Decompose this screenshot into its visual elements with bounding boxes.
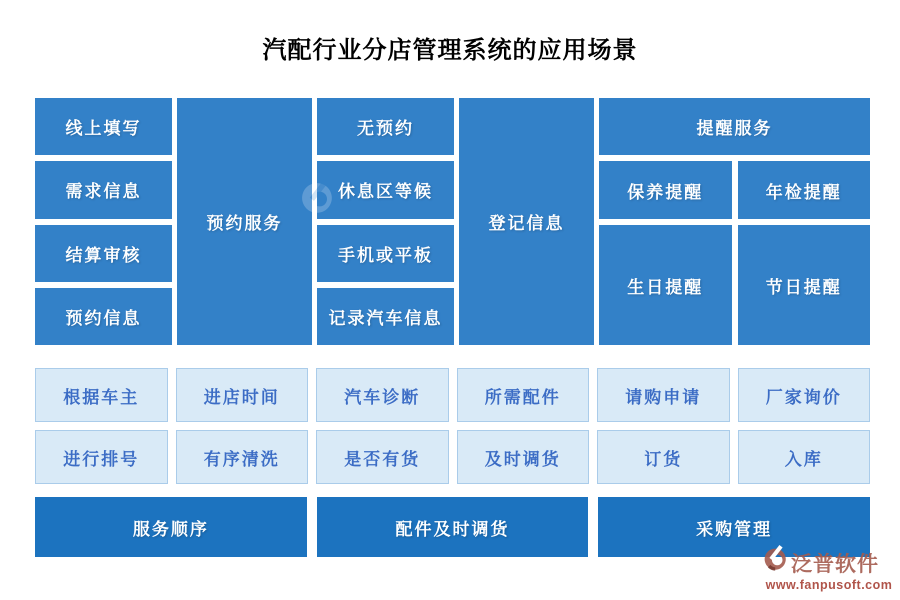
process-box: 根据车主 bbox=[35, 368, 168, 422]
reminder-header-box: 提醒服务 bbox=[599, 98, 870, 155]
appointment-steps-column bbox=[35, 98, 172, 345]
appointment-step-box: 结算审核 bbox=[35, 225, 172, 282]
process-box: 所需配件 bbox=[457, 368, 590, 422]
bottom-summary-row bbox=[35, 497, 870, 557]
appointment-step-box: 线上填写 bbox=[35, 98, 172, 155]
registration-steps-column bbox=[317, 98, 454, 345]
registration-step-box: 手机或平板 bbox=[317, 225, 454, 282]
brand-name: 泛普软件 bbox=[791, 552, 879, 576]
page-title: 汽配行业分店管理系统的应用场景 bbox=[262, 37, 638, 64]
appointment-step-box: 需求信息 bbox=[35, 161, 172, 218]
summary-box: 服务顺序 bbox=[35, 497, 307, 557]
process-box: 及时调货 bbox=[457, 430, 590, 484]
process-row-2 bbox=[35, 430, 870, 484]
brand-url: www.fanpusoft.com bbox=[765, 578, 893, 592]
reminder-row-1 bbox=[599, 161, 870, 219]
brand-logo bbox=[763, 545, 895, 592]
process-grid bbox=[35, 368, 870, 484]
top-grid bbox=[35, 98, 870, 345]
fanpu-logo-icon bbox=[763, 545, 789, 580]
process-box: 进行排号 bbox=[35, 430, 168, 484]
reminder-box: 节日提醒 bbox=[738, 225, 871, 345]
registration-info-column bbox=[459, 98, 594, 345]
process-box: 请购申请 bbox=[597, 368, 730, 422]
appointment-step-box: 预约信息 bbox=[35, 288, 172, 345]
process-box: 有序清洗 bbox=[176, 430, 309, 484]
process-box: 汽车诊断 bbox=[316, 368, 449, 422]
brand-logo-top bbox=[763, 545, 895, 580]
summary-box: 配件及时调货 bbox=[317, 497, 589, 557]
process-box: 订货 bbox=[597, 430, 730, 484]
reminder-service-column bbox=[599, 98, 870, 345]
reminder-row-2 bbox=[599, 225, 870, 345]
reminder-box: 生日提醒 bbox=[599, 225, 732, 345]
summary-box: 采购管理 bbox=[598, 497, 870, 557]
reminder-box: 保养提醒 bbox=[599, 161, 732, 219]
registration-step-box: 记录汽车信息 bbox=[317, 288, 454, 345]
reminder-box: 年检提醒 bbox=[738, 161, 871, 219]
process-box: 厂家询价 bbox=[738, 368, 871, 422]
registration-info-box: 登记信息 bbox=[459, 98, 594, 345]
process-box: 入库 bbox=[738, 430, 871, 484]
process-row-1 bbox=[35, 368, 870, 422]
process-box: 是否有货 bbox=[316, 430, 449, 484]
appointment-service-column bbox=[177, 98, 312, 345]
registration-step-box: 休息区等候 bbox=[317, 161, 454, 218]
registration-step-box: 无预约 bbox=[317, 98, 454, 155]
process-box: 进店时间 bbox=[176, 368, 309, 422]
appointment-service-box: 预约服务 bbox=[177, 98, 312, 345]
